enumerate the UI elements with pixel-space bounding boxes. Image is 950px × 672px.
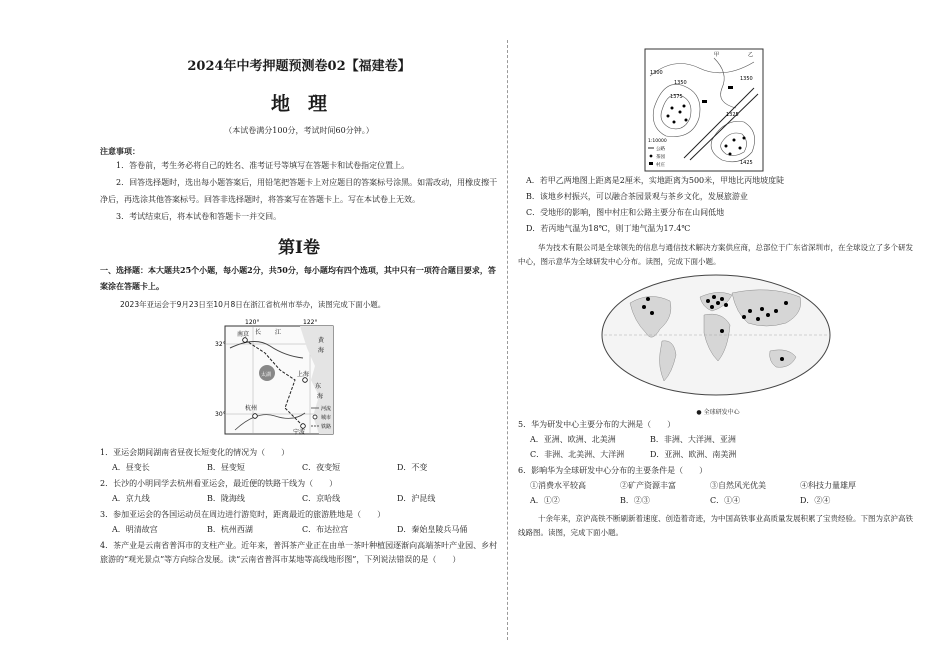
question-5-options-row-2: [518, 447, 918, 462]
question-6-options: [518, 493, 918, 508]
hangzhou-region-map: [215, 318, 345, 440]
question-3-option-b[interactable]: B．杭州西湖: [207, 525, 253, 534]
mark-jia: 甲: [714, 52, 720, 58]
passage-asian-games: 2023年亚运会于9月23日至10月8日在浙江省杭州市举办，读图完成下面小题。: [120, 300, 386, 309]
lat-label-30: 30°: [215, 411, 226, 418]
question-2-options: [100, 491, 498, 506]
question-1-option-a[interactable]: A．昼变长: [112, 463, 150, 472]
question-3-option-d[interactable]: D．秦始皇陵兵马俑: [397, 525, 468, 534]
question-6-conditions: [518, 478, 918, 493]
question-5-option-a[interactable]: A．亚洲、欧洲、北美洲: [530, 435, 616, 444]
place-shanghai: 上海: [297, 371, 310, 378]
column-divider: [507, 40, 508, 640]
question-6-condition-1: ①消费水平较高: [530, 481, 586, 490]
lon-label-120: 120°: [245, 319, 260, 326]
notice-item-3: 3．考试结束后，将本试卷和答题卡一并交回。: [116, 212, 282, 221]
place-ningbo: 宁波: [293, 429, 306, 436]
left-column: [100, 50, 498, 567]
question-4-option-d[interactable]: D．若丙地气温为18℃，则丁地气温为17.4℃: [526, 224, 691, 233]
subject-title: 地理: [270, 93, 345, 115]
contour-1350-a: 1350: [674, 80, 687, 86]
question-1-stem: 1．亚运会期间湖南省昼夜长短变化的情况为（ ）: [100, 448, 290, 457]
question-5-stem: 5．华为研发中心主要分布的大洲是（ ）: [518, 420, 676, 429]
huawei-world-map: [600, 273, 832, 405]
legend-river: 河流: [321, 406, 332, 412]
section-intro: 一、选择题：本大题共25个小题，每小题2分，共50分，每小题均有四个选项，其中只有一项符合题目要求，答案涂在答题卡上。: [100, 265, 496, 291]
question-2-option-d[interactable]: D．沪昆线: [397, 494, 436, 503]
right-column: [518, 48, 918, 540]
question-5-option-b[interactable]: B．非洲、大洋洲、亚洲: [650, 435, 736, 444]
question-6-condition-2: ②矿产资源丰富: [620, 481, 676, 490]
question-5-option-d[interactable]: D．亚洲、欧洲、南美洲: [650, 450, 737, 459]
place-hai-east: 海: [317, 393, 324, 400]
lat-label-32: 32°: [215, 341, 226, 348]
notice-item-1: 1．答卷前，考生务必将自己的姓名、准考证号等填写在答题卡和试卷指定位置上。: [116, 161, 410, 170]
question-2-stem: 2．长沙的小明同学去杭州看亚运会，最近便的铁路干线为（ ）: [100, 479, 338, 488]
question-2-option-b[interactable]: B．陇海线: [207, 494, 245, 503]
question-6-stem: 6．影响华为全球研发中心分布的主要条件是（ ）: [518, 466, 708, 475]
question-6-condition-3: ③自然风光优美: [710, 481, 766, 490]
question-3-options: [100, 522, 498, 537]
passage-huawei: 华为技术有限公司是全球领先的信息与通信技术解决方案供应商，总部位于广东省深圳市，在全球设立了多个研发中心，图示意华为全球研发中心分布。读图，完成下面小题。: [518, 243, 913, 266]
question-6-option-d[interactable]: D．②④: [800, 496, 831, 505]
legend-village: 村庄: [656, 163, 665, 168]
place-nanjing: 南京: [237, 331, 250, 338]
section-title: 第Ⅰ卷: [278, 238, 320, 258]
notice-heading: 注意事项：: [100, 146, 140, 156]
place-chang: 长: [255, 329, 262, 336]
legend-railway: 铁路: [321, 424, 332, 430]
question-1-option-d[interactable]: D．不变: [397, 463, 428, 472]
mark-yi: 乙: [748, 52, 754, 58]
question-3-option-c[interactable]: C．布达拉宫: [302, 525, 349, 534]
question-2-option-c[interactable]: C．京哈线: [302, 494, 341, 503]
question-1-option-c[interactable]: C．夜变短: [302, 463, 341, 472]
legend-tea-garden: 茶园: [656, 155, 665, 160]
passage-high-speed-rail: 十余年来，京沪高铁不断刷新着速度、创造着奇迹，为中国高铁事业高质量发展积累了宝贵经验。下图为京沪高铁线路图。读图，完成下面小题。: [518, 514, 913, 537]
question-4-option-c[interactable]: C．受地形的影响，图中村庄和公路主要分布在山间低地: [526, 208, 725, 217]
place-dong: 东: [315, 383, 322, 390]
question-6-option-a[interactable]: A．①②: [530, 496, 560, 505]
question-4-stem: 4．茶产业是云南省普洱市的支柱产业。近年来，普洱茶产业正在由单一茶叶种植园逐渐向高端茶叶产业园、乡村旅游的“观光景点”等方向综合发展。读“云南省普洱市某地等高线地形图”，下列说法错误的是（ ）: [100, 541, 498, 564]
question-1-option-b[interactable]: B．昼变短: [207, 463, 245, 472]
legend-city: 城市: [321, 415, 332, 421]
notice-item-2: 2．回答选择题时，选出每小题答案后，用铅笔把答题卡上对应题目的答案标号涂黑。如需改动，用橡皮擦干净后，再选涂其他答案标号。回答非选择题时，将答案写在答题卡上。写在本试卷上无效。: [100, 178, 498, 204]
contour-1300: 1300: [650, 70, 663, 76]
score-note: （本试卷满分100分，考试时间60分钟。）: [224, 126, 374, 135]
contour-1350-b: 1350: [740, 76, 753, 82]
place-hangzhou: 杭州: [245, 405, 258, 412]
place-hai-yellow: 海: [318, 347, 325, 354]
question-5-option-c[interactable]: C．非洲、北美洲、大洋洲: [530, 450, 625, 459]
question-4-option-a[interactable]: A．若甲乙两地图上距离是2厘米，实地距离为500米，甲地比丙地坡度陡: [526, 176, 785, 185]
question-6-option-b[interactable]: B．②③: [620, 496, 650, 505]
contour-1375: 1375: [670, 94, 683, 100]
question-6-condition-4: ④科技力量雄厚: [800, 481, 856, 490]
place-taihu: 太湖: [261, 372, 272, 378]
place-huang: 黄: [318, 337, 325, 344]
world-map-caption: ● 全球研发中心: [696, 409, 740, 416]
lon-label-122: 122°: [303, 319, 318, 326]
question-2-option-a[interactable]: A．京九线: [112, 494, 150, 503]
question-4-option-b[interactable]: B．该地乡村振兴，可以融合茶园景观与茶乡文化，发展旅游业: [526, 192, 748, 201]
exam-title: 2024年中考押题预测卷02【福建卷】: [187, 59, 411, 74]
question-5-options-row-1: [518, 432, 918, 447]
scale-label: 1:10000: [648, 139, 667, 144]
place-jiang: 江: [275, 329, 282, 336]
contour-1325: 1325: [726, 112, 739, 118]
question-1-options: [100, 460, 498, 475]
question-3-option-a[interactable]: A．明清故宫: [112, 525, 158, 534]
contour-1425: 1425: [740, 160, 753, 166]
puer-contour-map: [644, 48, 764, 173]
question-6-option-c[interactable]: C．①④: [710, 496, 741, 505]
question-3-stem: 3．参加亚运会的各国运动员在周边进行游览时，距离最近的旅游胜地是（ ）: [100, 510, 386, 519]
legend-road: 公路: [656, 147, 665, 152]
